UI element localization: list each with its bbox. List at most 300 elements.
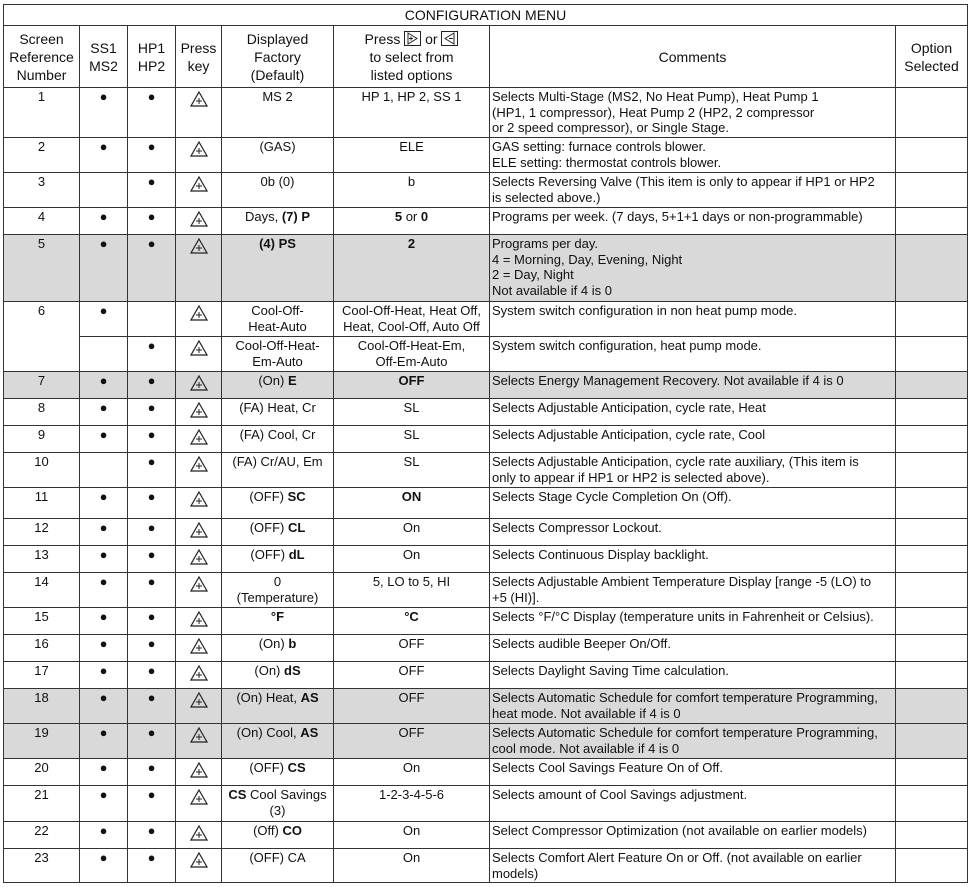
screen-number-cell: 10 bbox=[4, 453, 80, 488]
table-row bbox=[4, 759, 968, 786]
comment-line: only to appear if HP1 or HP2 is selected above). bbox=[492, 469, 770, 485]
comment-line: Selects Reversing Valve (This item is only to appear if HP1 or HP2 bbox=[492, 174, 875, 189]
table-row bbox=[4, 519, 968, 546]
header-option-selected: Option Selected bbox=[896, 26, 968, 88]
up-arrow-button-icon bbox=[190, 429, 208, 445]
option-selected-cell[interactable] bbox=[896, 399, 968, 426]
default-text: 0 bbox=[273, 574, 282, 589]
press-key-cell bbox=[176, 662, 222, 689]
press-key-cell bbox=[176, 138, 222, 173]
option-selected-cell[interactable] bbox=[896, 689, 968, 724]
bullet-dot: ● bbox=[99, 303, 108, 318]
screen-number-cell: 7 bbox=[4, 372, 80, 399]
option-selected-cell[interactable] bbox=[896, 208, 968, 235]
bullet-dot: ● bbox=[99, 547, 108, 562]
comment-cell bbox=[490, 453, 896, 488]
up-arrow-button-icon bbox=[190, 576, 208, 592]
option-text: On bbox=[402, 850, 421, 865]
default-code: E bbox=[287, 373, 297, 388]
up-arrow-button-icon bbox=[190, 665, 208, 681]
option-selected-cell[interactable] bbox=[896, 608, 968, 635]
options-cell bbox=[334, 173, 490, 208]
table-row bbox=[4, 573, 968, 608]
ss1-ms2-cell bbox=[80, 786, 128, 822]
bullet-dot: ● bbox=[147, 174, 156, 189]
screen-number-cell: 14 bbox=[4, 573, 80, 608]
option-code: °C bbox=[404, 609, 419, 624]
option-text: HP 1, HP 2, SS 1 bbox=[361, 89, 462, 104]
option-text: On bbox=[402, 520, 421, 535]
bullet-dot: ● bbox=[147, 454, 156, 469]
option-selected-cell[interactable] bbox=[896, 372, 968, 399]
header-screen-ref: Screen Reference Number bbox=[4, 26, 80, 88]
press-key-cell bbox=[176, 689, 222, 724]
comment-line: ELE setting: thermostat controls blower. bbox=[492, 154, 722, 170]
comment-line: Selects amount of Cool Savings adjustment. bbox=[492, 787, 748, 802]
default-text: MS 2 bbox=[262, 89, 293, 104]
press-key-cell bbox=[176, 235, 222, 302]
option-selected-cell[interactable] bbox=[896, 519, 968, 546]
table-row bbox=[4, 786, 968, 822]
comment-cell bbox=[490, 337, 896, 372]
press-key-cell bbox=[176, 519, 222, 546]
screen-number-cell: 8 bbox=[4, 399, 80, 426]
press-key-cell bbox=[176, 759, 222, 786]
options-cell bbox=[334, 519, 490, 546]
hp1-hp2-cell bbox=[128, 724, 176, 759]
comment-cell bbox=[490, 608, 896, 635]
displayed-default-cell bbox=[222, 849, 334, 883]
default-code: dS bbox=[284, 663, 301, 678]
displayed-default-cell bbox=[222, 138, 334, 173]
option-text: On bbox=[402, 823, 421, 838]
hp1-hp2-cell bbox=[128, 849, 176, 883]
bullet-dot: ● bbox=[147, 427, 156, 442]
screen-number-cell: 5 bbox=[4, 235, 80, 302]
comment-cell bbox=[490, 173, 896, 208]
default-text: (GAS) bbox=[259, 139, 296, 154]
bullet-dot: ● bbox=[99, 823, 108, 838]
ss1-ms2-cell bbox=[80, 662, 128, 689]
ss1-ms2-cell bbox=[80, 608, 128, 635]
right-arrow-button-icon bbox=[404, 31, 421, 46]
hp1-hp2-cell bbox=[128, 608, 176, 635]
options-cell bbox=[334, 849, 490, 883]
bullet-dot: ● bbox=[99, 636, 108, 651]
bullet-dot: ● bbox=[99, 427, 108, 442]
option-text: SL bbox=[403, 400, 420, 415]
option-text: Cool-Off-Heat, Heat Off, bbox=[342, 303, 481, 318]
table-row bbox=[4, 724, 968, 759]
comment-line: Selects Energy Management Recovery. Not available if 4 is 0 bbox=[492, 373, 844, 388]
options-cell bbox=[334, 302, 490, 337]
bullet-dot: ● bbox=[147, 690, 156, 705]
displayed-default-cell bbox=[222, 302, 334, 337]
press-key-cell bbox=[176, 88, 222, 138]
bullet-dot: ● bbox=[147, 489, 156, 504]
comment-line: Selects Adjustable Anticipation, cycle rate, Heat bbox=[492, 400, 766, 415]
press-key-cell bbox=[176, 786, 222, 822]
bullet-dot: ● bbox=[99, 400, 108, 415]
bullet-dot: ● bbox=[147, 139, 156, 154]
up-arrow-button-icon bbox=[190, 211, 208, 227]
options-cell bbox=[334, 689, 490, 724]
comment-cell bbox=[490, 822, 896, 849]
option-text: On bbox=[402, 760, 421, 775]
press-key-cell bbox=[176, 488, 222, 519]
table-row bbox=[4, 635, 968, 662]
ss1-ms2-cell bbox=[80, 453, 128, 488]
option-text: or bbox=[402, 209, 421, 224]
option-text: 1-2-3-4-5-6 bbox=[378, 787, 445, 802]
default-text: Em-Auto bbox=[252, 353, 303, 369]
options-cell bbox=[334, 426, 490, 453]
default-text: (OFF) bbox=[249, 520, 288, 535]
up-arrow-button-icon bbox=[190, 549, 208, 565]
comment-line: 2 = Day, Night bbox=[492, 267, 574, 282]
bullet-dot: ● bbox=[99, 89, 108, 104]
options-cell bbox=[334, 208, 490, 235]
table-row bbox=[4, 302, 968, 337]
up-arrow-button-icon bbox=[190, 762, 208, 778]
table-row bbox=[4, 208, 968, 235]
displayed-default-cell bbox=[222, 399, 334, 426]
default-code: °F bbox=[270, 609, 285, 624]
comment-line: Selects Multi-Stage (MS2, No Heat Pump), Heat Pump 1 bbox=[492, 89, 819, 104]
ss1-ms2-cell bbox=[80, 849, 128, 883]
displayed-default-cell bbox=[222, 488, 334, 519]
displayed-default-cell bbox=[222, 453, 334, 488]
bullet-dot: ● bbox=[99, 139, 108, 154]
table-row bbox=[4, 453, 968, 488]
option-text: SL bbox=[403, 427, 420, 442]
header-hp1-hp2: HP1 HP2 bbox=[128, 26, 176, 88]
ss1-ms2-cell bbox=[80, 88, 128, 138]
press-key-cell bbox=[176, 399, 222, 426]
default-text: (FA) Cr/AU, Em bbox=[232, 454, 323, 469]
up-arrow-button-icon bbox=[190, 638, 208, 654]
table-row bbox=[4, 337, 968, 372]
hp1-hp2-cell bbox=[128, 208, 176, 235]
bullet-dot: ● bbox=[99, 489, 108, 504]
option-text: OFF bbox=[398, 690, 425, 705]
default-text: (Off) bbox=[253, 823, 283, 838]
comment-line: Programs per day. bbox=[492, 236, 598, 251]
default-code: AS bbox=[300, 690, 319, 705]
table-row bbox=[4, 138, 968, 173]
comment-line: Selects Continuous Display backlight. bbox=[492, 547, 709, 562]
hp1-hp2-cell bbox=[128, 519, 176, 546]
hp1-hp2-cell bbox=[128, 399, 176, 426]
comment-line: Selects audible Beeper On/Off. bbox=[492, 636, 671, 651]
comment-line: Selects Adjustable Anticipation, cycle rate, Cool bbox=[492, 427, 766, 442]
table-row bbox=[4, 662, 968, 689]
ss1-ms2-cell bbox=[80, 337, 128, 372]
press-key-cell bbox=[176, 372, 222, 399]
bullet-dot: ● bbox=[99, 574, 108, 589]
options-cell bbox=[334, 488, 490, 519]
hp1-hp2-cell bbox=[128, 635, 176, 662]
comment-line: Selects Adjustable Ambient Temperature Display [range -5 (LO) to bbox=[492, 574, 872, 589]
up-arrow-button-icon bbox=[190, 456, 208, 472]
press-key-cell bbox=[176, 337, 222, 372]
up-arrow-button-icon bbox=[190, 305, 208, 321]
bullet-dot: ● bbox=[147, 89, 156, 104]
ss1-ms2-cell bbox=[80, 573, 128, 608]
bullet-dot: ● bbox=[99, 725, 108, 740]
table-row bbox=[4, 546, 968, 573]
comment-line: Selects Automatic Schedule for comfort temperature Programming, bbox=[492, 690, 878, 705]
default-code: (4) PS bbox=[259, 236, 296, 251]
hp1-hp2-cell bbox=[128, 488, 176, 519]
option-selected-cell[interactable] bbox=[896, 173, 968, 208]
bullet-dot: ● bbox=[147, 850, 156, 865]
comment-cell bbox=[490, 235, 896, 302]
default-text: (Temperature) bbox=[236, 589, 319, 605]
option-selected-cell[interactable] bbox=[896, 822, 968, 849]
table-row bbox=[4, 608, 968, 635]
press-key-cell bbox=[176, 173, 222, 208]
option-text: b bbox=[407, 174, 416, 189]
options-cell bbox=[334, 662, 490, 689]
default-text: Cool-Off- bbox=[251, 303, 304, 318]
option-text: 5, LO to 5, HI bbox=[372, 574, 451, 589]
default-text: (OFF) bbox=[250, 547, 289, 562]
default-text: (On) bbox=[258, 636, 289, 651]
displayed-default-cell bbox=[222, 786, 334, 822]
option-selected-cell[interactable] bbox=[896, 302, 968, 337]
up-arrow-button-icon bbox=[190, 340, 208, 356]
option-selected-cell[interactable] bbox=[896, 573, 968, 608]
default-text: 0b (0) bbox=[260, 174, 295, 189]
bullet-dot: ● bbox=[147, 823, 156, 838]
up-arrow-button-icon bbox=[190, 852, 208, 868]
screen-number-cell: 23 bbox=[4, 849, 80, 883]
screen-number-cell: 20 bbox=[4, 759, 80, 786]
up-arrow-button-icon bbox=[190, 727, 208, 743]
up-arrow-button-icon bbox=[190, 402, 208, 418]
default-text: (On) bbox=[258, 373, 288, 388]
displayed-default-cell bbox=[222, 608, 334, 635]
ss1-ms2-cell bbox=[80, 399, 128, 426]
bullet-dot: ● bbox=[99, 520, 108, 535]
bullet-dot: ● bbox=[147, 787, 156, 802]
comment-cell bbox=[490, 426, 896, 453]
displayed-default-cell bbox=[222, 372, 334, 399]
press-key-cell bbox=[176, 849, 222, 883]
ss1-ms2-cell bbox=[80, 173, 128, 208]
option-text: OFF bbox=[398, 663, 425, 678]
option-code: OFF bbox=[398, 373, 425, 388]
bullet-dot: ● bbox=[147, 574, 156, 589]
press-key-cell bbox=[176, 208, 222, 235]
up-arrow-button-icon bbox=[190, 491, 208, 507]
default-text: Days, bbox=[244, 209, 282, 224]
displayed-default-cell bbox=[222, 689, 334, 724]
hp1-hp2-cell bbox=[128, 822, 176, 849]
screen-number-cell: 13 bbox=[4, 546, 80, 573]
comment-line: Selects Daylight Saving Time calculation. bbox=[492, 663, 730, 678]
option-selected-cell[interactable] bbox=[896, 759, 968, 786]
options-cell bbox=[334, 546, 490, 573]
option-selected-cell[interactable] bbox=[896, 235, 968, 302]
bullet-dot: ● bbox=[99, 663, 108, 678]
press-key-cell bbox=[176, 635, 222, 662]
comment-cell bbox=[490, 488, 896, 519]
up-arrow-button-icon bbox=[190, 825, 208, 841]
default-text: Cool Savings bbox=[246, 787, 327, 802]
up-arrow-button-icon bbox=[190, 141, 208, 157]
bullet-dot: ● bbox=[147, 547, 156, 562]
default-text: Cool-Off-Heat- bbox=[235, 338, 320, 353]
comment-cell bbox=[490, 208, 896, 235]
table-row bbox=[4, 173, 968, 208]
comment-cell bbox=[490, 399, 896, 426]
screen-number-cell: 12 bbox=[4, 519, 80, 546]
option-text: Off-Em-Auto bbox=[375, 353, 448, 369]
comment-cell bbox=[490, 138, 896, 173]
comment-line: (HP1, 1 compressor), Heat Pump 2 (HP2, 2 compressor bbox=[492, 104, 815, 120]
comment-cell bbox=[490, 786, 896, 822]
ss1-ms2-cell bbox=[80, 208, 128, 235]
comment-cell bbox=[490, 662, 896, 689]
hp1-hp2-cell bbox=[128, 302, 176, 337]
hp1-hp2-cell bbox=[128, 573, 176, 608]
table-row bbox=[4, 399, 968, 426]
table-row bbox=[4, 822, 968, 849]
comment-line: Select Compressor Optimization (not available on earlier models) bbox=[492, 823, 867, 838]
comment-cell bbox=[490, 573, 896, 608]
displayed-default-cell bbox=[222, 208, 334, 235]
ss1-ms2-cell bbox=[80, 426, 128, 453]
press-key-cell bbox=[176, 608, 222, 635]
comment-cell bbox=[490, 546, 896, 573]
bullet-dot: ● bbox=[99, 787, 108, 802]
default-code: dL bbox=[288, 547, 305, 562]
bullet-dot: ● bbox=[147, 725, 156, 740]
option-text: SL bbox=[403, 454, 420, 469]
options-cell bbox=[334, 138, 490, 173]
header-press-key: Press key bbox=[176, 26, 222, 88]
header-ss1-ms2: SS1 MS2 bbox=[80, 26, 128, 88]
default-code: CS bbox=[228, 787, 247, 802]
bullet-dot: ● bbox=[147, 760, 156, 775]
up-arrow-button-icon bbox=[190, 238, 208, 254]
default-code: SC bbox=[287, 489, 306, 504]
option-selected-cell[interactable] bbox=[896, 337, 968, 372]
option-text: Heat, Cool-Off, Auto Off bbox=[343, 318, 480, 334]
option-selected-cell[interactable] bbox=[896, 786, 968, 822]
bullet-dot: ● bbox=[147, 636, 156, 651]
table-row bbox=[4, 426, 968, 453]
comment-line: 4 = Morning, Day, Evening, Night bbox=[492, 251, 683, 267]
screen-number-cell: 2 bbox=[4, 138, 80, 173]
option-code: ON bbox=[401, 489, 422, 504]
comment-cell bbox=[490, 689, 896, 724]
up-arrow-button-icon bbox=[190, 375, 208, 391]
bullet-dot: ● bbox=[99, 209, 108, 224]
header-displayed-default: Displayed Factory (Default) bbox=[222, 26, 334, 88]
bullet-dot: ● bbox=[99, 760, 108, 775]
bullet-dot: ● bbox=[147, 236, 156, 251]
displayed-default-cell bbox=[222, 173, 334, 208]
hp1-hp2-cell bbox=[128, 426, 176, 453]
displayed-default-cell bbox=[222, 337, 334, 372]
options-cell bbox=[334, 608, 490, 635]
default-code: CS bbox=[287, 760, 306, 775]
up-arrow-button-icon bbox=[190, 789, 208, 805]
up-arrow-button-icon bbox=[190, 176, 208, 192]
ss1-ms2-cell bbox=[80, 372, 128, 399]
comment-cell bbox=[490, 849, 896, 883]
option-text: Cool-Off-Heat-Em, bbox=[357, 338, 466, 353]
option-text: OFF bbox=[398, 636, 425, 651]
bullet-dot: ● bbox=[147, 338, 156, 353]
option-selected-cell[interactable] bbox=[896, 138, 968, 173]
default-text: (FA) Heat, Cr bbox=[239, 400, 316, 415]
hp1-hp2-cell bbox=[128, 453, 176, 488]
bullet-dot: ● bbox=[147, 663, 156, 678]
option-code: 0 bbox=[420, 209, 429, 224]
option-selected-cell[interactable] bbox=[896, 426, 968, 453]
ss1-ms2-cell bbox=[80, 759, 128, 786]
bullet-dot: ● bbox=[99, 690, 108, 705]
default-text: (On) bbox=[254, 663, 284, 678]
option-selected-cell[interactable] bbox=[896, 546, 968, 573]
displayed-default-cell bbox=[222, 724, 334, 759]
displayed-default-cell bbox=[222, 546, 334, 573]
ss1-ms2-cell bbox=[80, 689, 128, 724]
option-selected-cell[interactable] bbox=[896, 453, 968, 488]
press-key-cell bbox=[176, 573, 222, 608]
comment-line: or 2 speed compressor), or Single Stage. bbox=[492, 120, 730, 135]
ss1-ms2-cell bbox=[80, 138, 128, 173]
option-selected-cell[interactable] bbox=[896, 88, 968, 138]
option-selected-cell[interactable] bbox=[896, 488, 968, 519]
options-cell bbox=[334, 724, 490, 759]
hp1-hp2-cell bbox=[128, 173, 176, 208]
comment-line: System switch configuration, heat pump mode. bbox=[492, 338, 762, 353]
displayed-default-cell bbox=[222, 426, 334, 453]
comment-cell bbox=[490, 635, 896, 662]
bullet-dot: ● bbox=[99, 236, 108, 251]
ss1-ms2-cell bbox=[80, 546, 128, 573]
comment-cell bbox=[490, 724, 896, 759]
option-selected-cell[interactable] bbox=[896, 849, 968, 883]
bullet-dot: ● bbox=[99, 373, 108, 388]
comment-line: Not available if 4 is 0 bbox=[492, 282, 612, 298]
option-text: ELE bbox=[399, 139, 424, 154]
options-cell bbox=[334, 453, 490, 488]
default-text: Heat-Auto bbox=[248, 318, 307, 334]
default-code: (7) P bbox=[281, 209, 310, 224]
displayed-default-cell bbox=[222, 662, 334, 689]
screen-number-cell: 3 bbox=[4, 173, 80, 208]
option-selected-cell[interactable] bbox=[896, 662, 968, 689]
hp1-hp2-cell bbox=[128, 662, 176, 689]
option-selected-cell[interactable] bbox=[896, 635, 968, 662]
ss1-ms2-cell bbox=[80, 519, 128, 546]
displayed-default-cell bbox=[222, 759, 334, 786]
displayed-default-cell bbox=[222, 519, 334, 546]
header-press-to-select: Press or to select from listed options bbox=[334, 26, 490, 88]
left-arrow-button-icon bbox=[441, 31, 458, 46]
options-cell bbox=[334, 372, 490, 399]
default-text: (On) Heat, bbox=[236, 690, 301, 705]
ss1-ms2-cell bbox=[80, 822, 128, 849]
option-selected-cell[interactable] bbox=[896, 724, 968, 759]
hp1-hp2-cell bbox=[128, 786, 176, 822]
